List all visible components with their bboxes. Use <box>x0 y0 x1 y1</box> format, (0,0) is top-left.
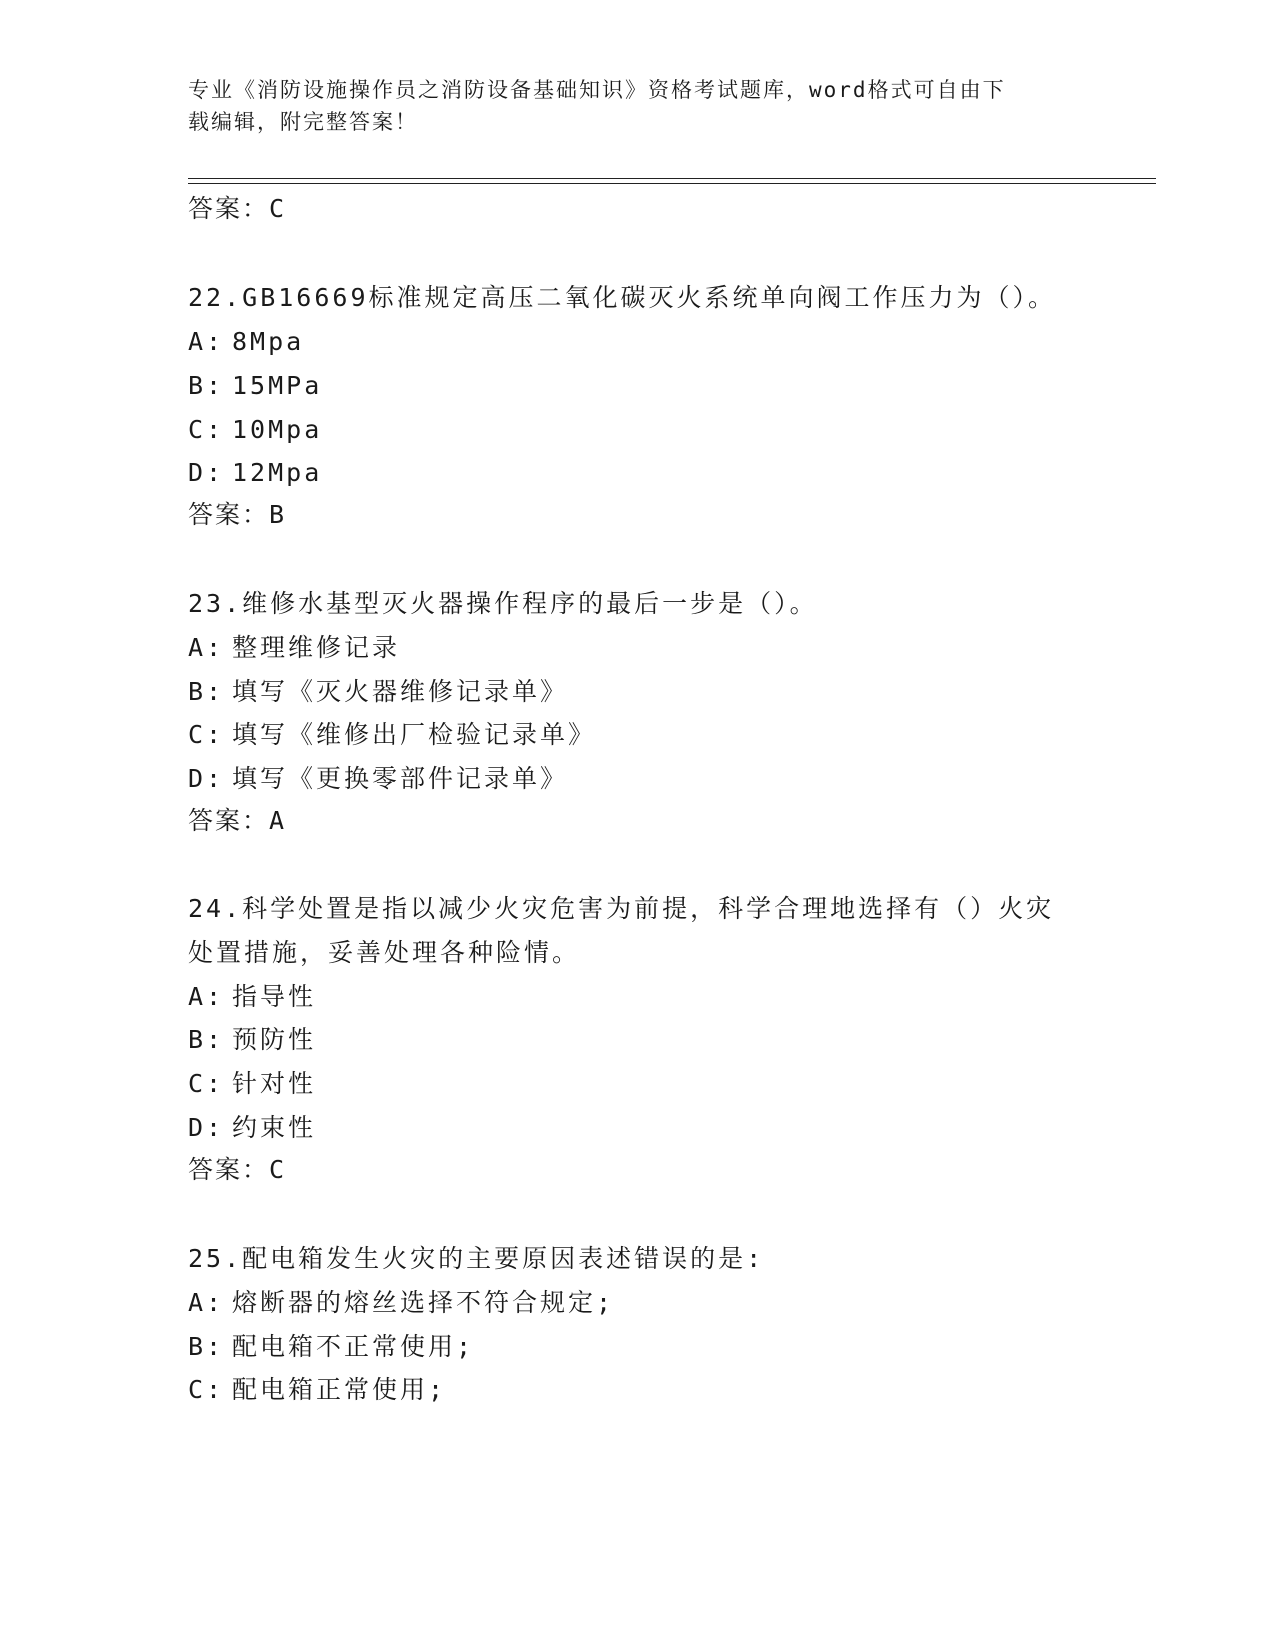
option-text: 熔断器的熔丝选择不符合规定; <box>232 1288 615 1317</box>
question-24-option-d <box>188 1112 316 1144</box>
option-text: 10Mpa <box>232 415 323 444</box>
answer-label: 答案： <box>188 500 270 529</box>
answer-value: C <box>269 194 287 223</box>
option-label: D: <box>188 458 225 487</box>
answer-q21 <box>188 193 286 225</box>
answer-value: B <box>269 500 287 529</box>
question-22-stem: 22.GB16669标准规定高压二氧化碳灭火系统单向阀工作压力为（）。 <box>188 283 1057 312</box>
option-label: C: <box>188 1375 225 1404</box>
option-text: 配电箱不正常使用; <box>232 1332 475 1361</box>
header-divider-top <box>188 178 1156 179</box>
question-25-option-c <box>188 1374 446 1406</box>
answer-label: 答案： <box>188 1155 270 1184</box>
question-24-option-b <box>188 1024 316 1056</box>
question-23-option-d <box>188 763 568 795</box>
document-header <box>188 74 1088 138</box>
question-23-stem: 23.维修水基型灭火器操作程序的最后一步是（）。 <box>188 589 818 618</box>
question-23-option-a <box>188 632 400 664</box>
option-label: B: <box>188 1025 225 1054</box>
option-label: C: <box>188 720 225 749</box>
question-22-option-c <box>188 414 322 446</box>
option-text: 填写《灭火器维修记录单》 <box>232 677 569 706</box>
option-label: C: <box>188 1069 225 1098</box>
header-line-1: 专业《消防设施操作员之消防设备基础知识》资格考试题库，word格式可自由下 <box>188 78 1006 102</box>
header-line-2: 载编辑，附完整答案！ <box>188 110 418 134</box>
question-22-option-b <box>188 370 322 402</box>
option-text: 指导性 <box>232 982 317 1011</box>
question-24-stem-line-2: 处置措施，妥善处理各种险情。 <box>188 938 581 967</box>
answer-q22 <box>188 499 286 531</box>
question-25-option-b <box>188 1331 474 1363</box>
question-22-option-d <box>188 457 322 489</box>
option-text: 8Mpa <box>232 327 305 356</box>
option-label: A: <box>188 633 225 662</box>
option-text: 配电箱正常使用; <box>232 1375 447 1404</box>
question-22-option-a <box>188 326 304 358</box>
question-23-option-b <box>188 676 568 708</box>
option-text: 整理维修记录 <box>232 633 401 662</box>
option-label: A: <box>188 982 225 1011</box>
answer-value: C <box>269 1155 287 1184</box>
option-label: D: <box>188 1113 225 1142</box>
option-text: 填写《维修出厂检验记录单》 <box>232 720 597 749</box>
option-text: 约束性 <box>232 1113 317 1142</box>
answer-q24 <box>188 1154 286 1186</box>
option-text: 填写《更换零部件记录单》 <box>232 764 569 793</box>
option-text: 15MPa <box>232 371 323 400</box>
question-24-option-a <box>188 981 316 1013</box>
header-divider-bottom <box>188 183 1156 184</box>
question-24-option-c <box>188 1068 316 1100</box>
answer-label: 答案： <box>188 806 270 835</box>
option-text: 针对性 <box>232 1069 317 1098</box>
option-label: D: <box>188 764 225 793</box>
option-label: B: <box>188 371 225 400</box>
option-text: 预防性 <box>232 1025 317 1054</box>
question-23-option-c <box>188 719 596 751</box>
option-label: B: <box>188 677 225 706</box>
question-25-option-a <box>188 1287 614 1319</box>
answer-label: 答案： <box>188 194 270 223</box>
option-text: 12Mpa <box>232 458 323 487</box>
answer-q23 <box>188 805 286 837</box>
option-label: B: <box>188 1332 225 1361</box>
question-24-stem-line-1: 24.科学处置是指以减少火灾危害为前提，科学合理地选择有（）火灾 <box>188 894 1055 923</box>
question-25-stem: 25.配电箱发生火灾的主要原因表述错误的是: <box>188 1244 765 1273</box>
option-label: C: <box>188 415 225 444</box>
option-label: A: <box>188 327 225 356</box>
answer-value: A <box>269 806 287 835</box>
option-label: A: <box>188 1288 225 1317</box>
